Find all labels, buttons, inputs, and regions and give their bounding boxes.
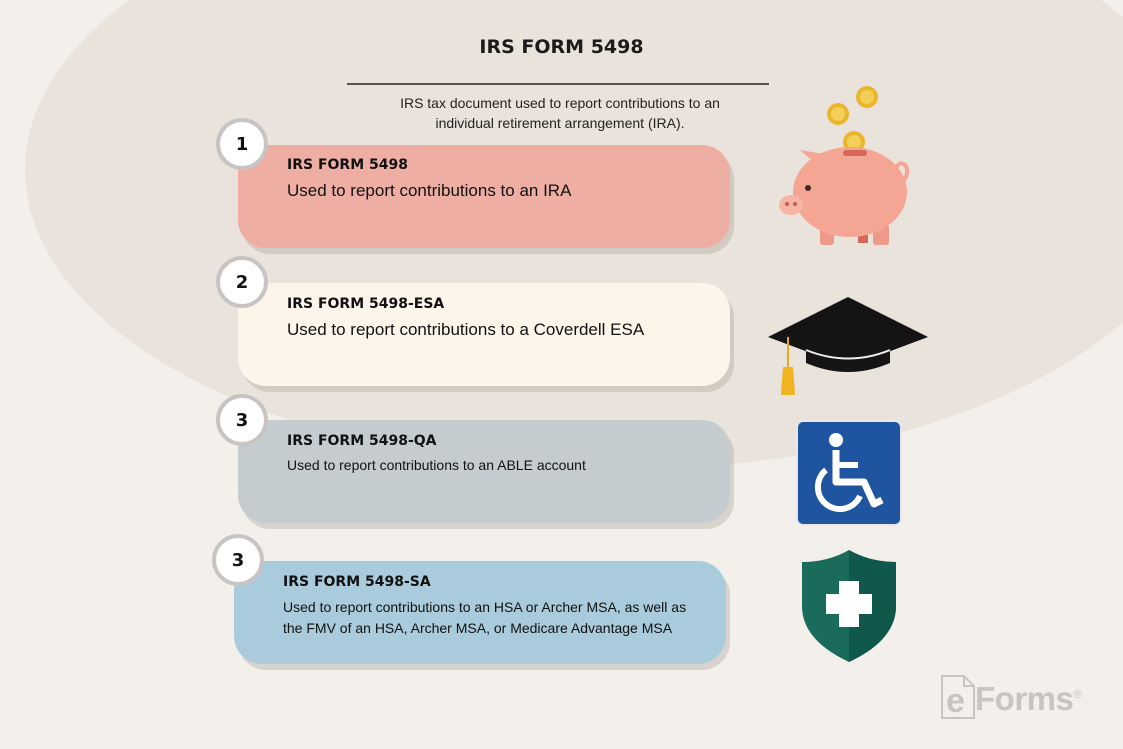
- page-subtitle: IRS tax document used to report contributions to an individual retirement arrangement (IRA).: [400, 95, 720, 131]
- card-description: Used to report contributions to an ABLE account: [287, 457, 586, 473]
- card-title: IRS FORM 5498: [287, 157, 408, 173]
- step-number-badge: 3: [216, 394, 268, 446]
- card-description: Used to report contributions to a Coverdell ESA: [287, 320, 645, 339]
- logo-letter: e: [946, 682, 965, 720]
- wheelchair-icon: [796, 420, 902, 526]
- card-description: Used to report contributions to an IRA: [287, 181, 572, 200]
- card-description: Used to report contributions to an HSA or Archer MSA, as well as the FMV of an HSA, Archer MSA, or Medicare Advantage MSA: [283, 599, 687, 636]
- medical-shield-icon: [800, 548, 898, 664]
- card-title: IRS FORM 5498-QA: [287, 433, 437, 449]
- graduation-cap-icon: [766, 295, 930, 400]
- page-title: IRS FORM 5498: [479, 36, 644, 58]
- card-title: IRS FORM 5498-ESA: [287, 296, 445, 312]
- card-title: IRS FORM 5498-SA: [283, 574, 431, 590]
- title-divider: [347, 83, 769, 85]
- step-number-badge: 3: [212, 534, 264, 586]
- eforms-logo: [940, 674, 980, 720]
- logo-text: Forms: [975, 680, 1074, 717]
- eforms-wordmark: [975, 680, 1082, 718]
- step-number-badge: 1: [216, 118, 268, 170]
- step-number-badge: 2: [216, 256, 268, 308]
- registered-mark: ®: [1073, 687, 1082, 701]
- piggy-bank-icon: [770, 80, 930, 250]
